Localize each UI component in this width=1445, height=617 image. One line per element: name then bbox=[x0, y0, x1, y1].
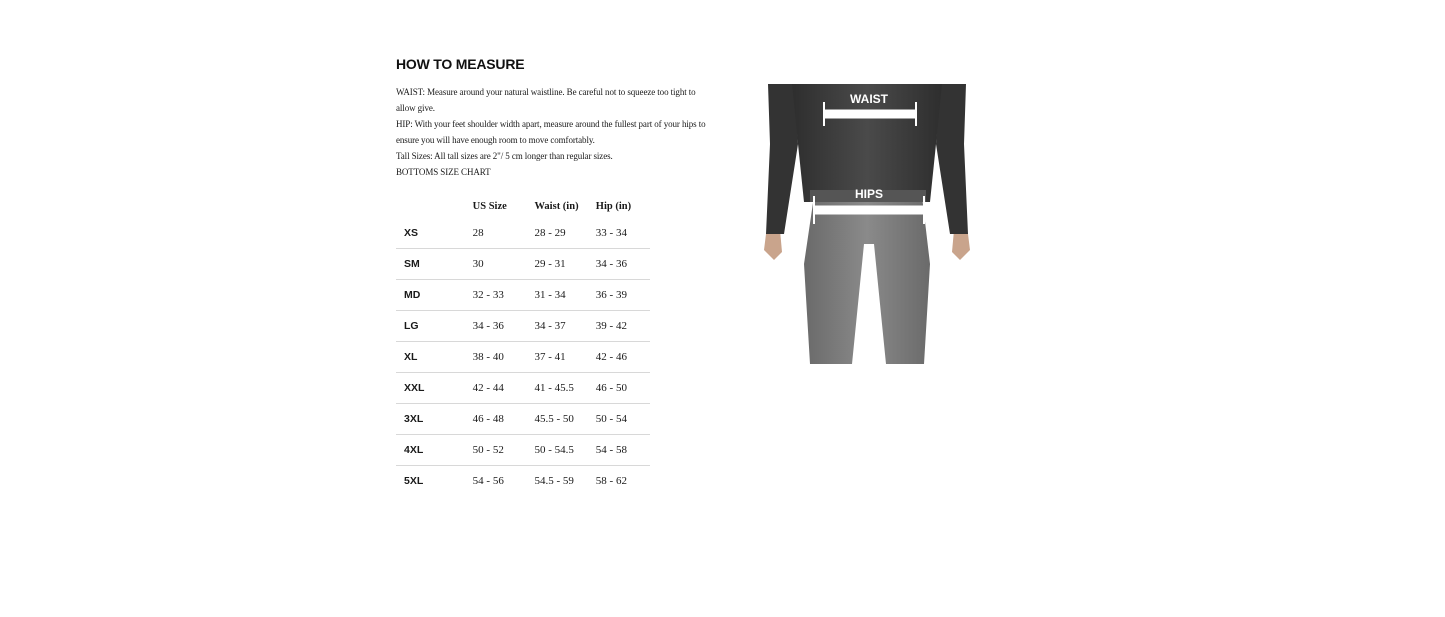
hip-instruction-text: With your feet shoulder width apart, measure around the fullest part of your hips to ensure you will have enough room to move comfortably. bbox=[396, 119, 706, 145]
cell-us-size: 34 - 36 bbox=[473, 311, 535, 342]
cell-size-label: LG bbox=[396, 311, 473, 342]
right-arm bbox=[936, 84, 968, 234]
cell-us-size: 50 - 52 bbox=[473, 435, 535, 466]
cell-us-size: 30 bbox=[473, 249, 535, 280]
header-size-label bbox=[396, 194, 473, 218]
waist-label: WAIST bbox=[850, 92, 888, 106]
how-to-measure-section bbox=[396, 56, 706, 496]
hip-instruction bbox=[396, 116, 706, 148]
legs-shape bbox=[804, 196, 930, 364]
cell-hip-range: 34 - 36 bbox=[596, 249, 650, 280]
cell-waist-range: 31 - 34 bbox=[535, 280, 596, 311]
cell-hip-range: 36 - 39 bbox=[596, 280, 650, 311]
cell-waist-range: 50 - 54.5 bbox=[535, 435, 596, 466]
table-row bbox=[396, 373, 650, 404]
cell-waist-range: 54.5 - 59 bbox=[534, 475, 574, 487]
cell-hip-range: 46 - 50 bbox=[596, 373, 650, 404]
table-row bbox=[396, 466, 650, 497]
size-chart-body bbox=[396, 218, 650, 496]
hips-label: HIPS bbox=[854, 187, 884, 201]
cell-us-size: 42 - 44 bbox=[473, 373, 535, 404]
page-title: HOW TO MEASURE bbox=[396, 56, 525, 72]
cell-waist-range: 28 - 29 bbox=[535, 218, 596, 249]
tall-sizes-note bbox=[396, 148, 706, 164]
cell-us-size: 32 - 33 bbox=[473, 280, 535, 311]
cell-hip-range: 58 - 62 bbox=[595, 475, 627, 487]
body-diagram bbox=[764, 84, 970, 364]
right-hand bbox=[952, 230, 970, 260]
cell-size-label: 3XL bbox=[396, 404, 473, 435]
cell-size-label: MD bbox=[396, 280, 473, 311]
table-row bbox=[396, 404, 650, 435]
tall-sizes-label: Tall Sizes: bbox=[396, 151, 433, 161]
cell-us-size: 38 - 40 bbox=[473, 342, 535, 373]
left-hand bbox=[764, 230, 782, 260]
measuring-guide bbox=[396, 84, 706, 180]
cell-size-label: SM bbox=[396, 249, 473, 280]
cell-hip-range: 54 - 58 bbox=[596, 435, 650, 466]
cell-us-size: 28 bbox=[473, 218, 535, 249]
waist-instruction bbox=[396, 84, 706, 116]
cell-hip-range: 39 - 42 bbox=[596, 311, 650, 342]
tall-sizes-text: All tall sizes are 2"/ 5 cm longer than regular sizes. bbox=[434, 151, 613, 161]
table-header-row bbox=[396, 194, 650, 218]
cell-hip-range: 42 - 46 bbox=[596, 342, 650, 373]
cell-us-size: 46 - 48 bbox=[473, 404, 535, 435]
cell-waist-range: 29 - 31 bbox=[535, 249, 596, 280]
cell-hip-range: 50 - 54 bbox=[596, 404, 650, 435]
header-us-size: US Size bbox=[472, 200, 507, 212]
cell-us-size: 54 - 56 bbox=[472, 475, 504, 487]
cell-waist-range: 34 - 37 bbox=[535, 311, 596, 342]
table-row bbox=[396, 435, 650, 466]
table-row bbox=[396, 280, 650, 311]
waist-instruction-text: Measure around your natural waistline. Be careful not to squeeze too tight to allow give. bbox=[396, 87, 696, 113]
table-row bbox=[396, 249, 650, 280]
hip-instruction-label: HIP: bbox=[396, 119, 413, 129]
header-hip: Hip (in) bbox=[595, 200, 632, 212]
size-chart-table bbox=[396, 194, 650, 496]
table-row bbox=[396, 311, 650, 342]
cell-size-label: 4XL bbox=[396, 435, 473, 466]
chart-label: BOTTOMS SIZE CHART bbox=[396, 167, 491, 177]
table-row bbox=[396, 218, 650, 249]
cell-hip-range: 33 - 34 bbox=[596, 218, 650, 249]
table-row bbox=[396, 342, 650, 373]
cell-size-label: XL bbox=[396, 342, 473, 373]
cell-size-label: XS bbox=[396, 218, 473, 249]
cell-size-label: XXL bbox=[396, 373, 473, 404]
cell-waist-range: 37 - 41 bbox=[535, 342, 596, 373]
cell-waist-range: 41 - 45.5 bbox=[535, 373, 596, 404]
waist-instruction-label: WAIST: bbox=[396, 87, 425, 97]
measurement-figure bbox=[764, 84, 970, 364]
cell-size-label: 5XL bbox=[404, 475, 424, 487]
header-waist: Waist (in) bbox=[534, 200, 579, 212]
left-arm bbox=[766, 84, 798, 234]
cell-waist-range: 45.5 - 50 bbox=[535, 404, 596, 435]
